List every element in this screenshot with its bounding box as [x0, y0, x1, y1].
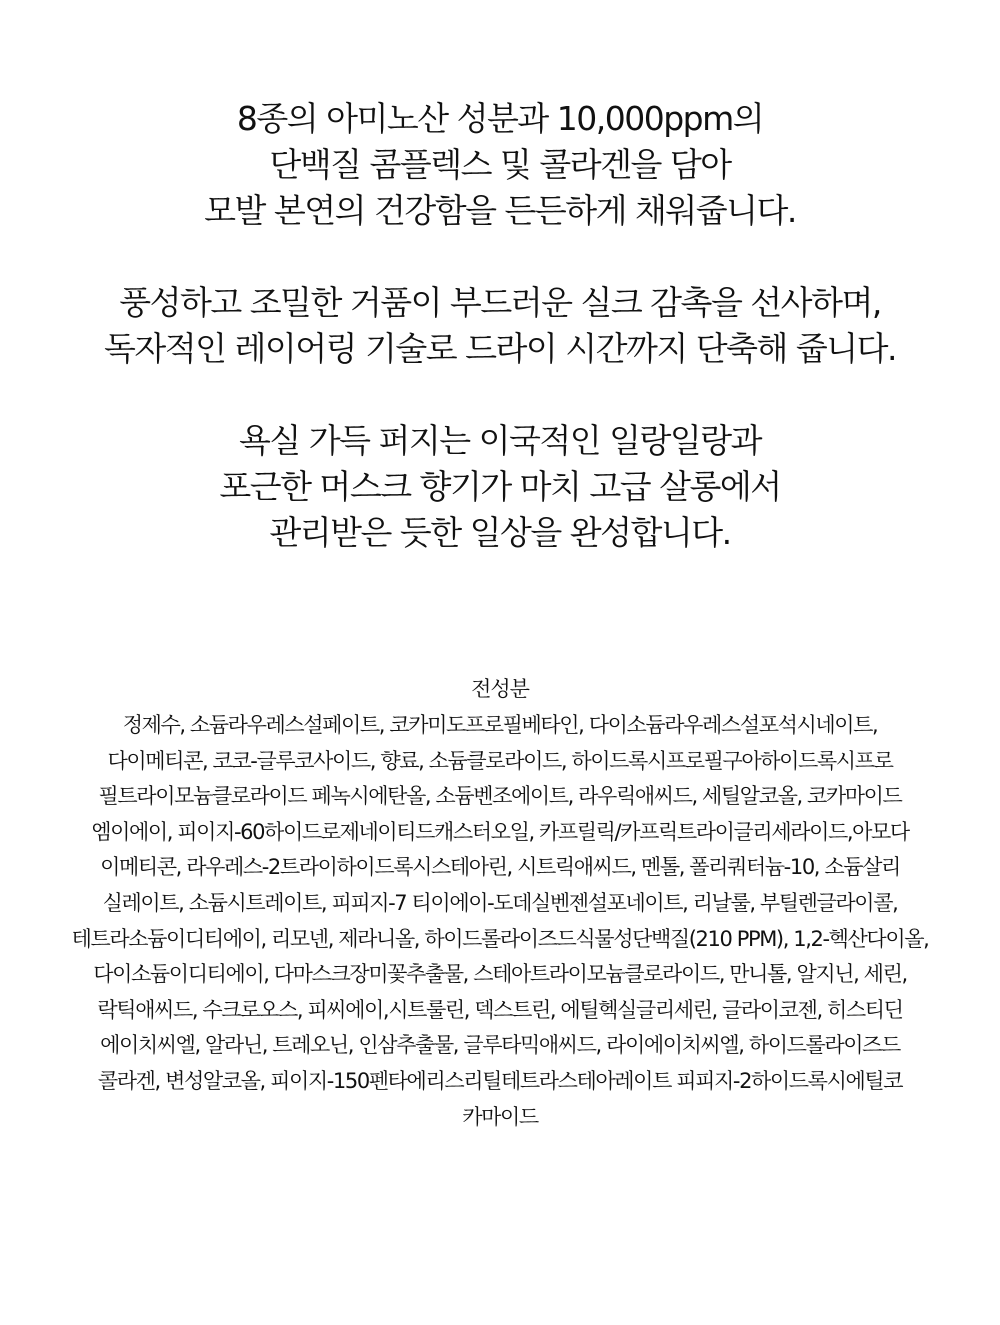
description-line: 모발 본연의 건강함을 든든하게 채워줍니다. [204, 191, 796, 230]
description-line: 욕실 가득 퍼지는 이국적인 일랑일랑과 [238, 421, 761, 460]
ingredients-line: 테트라소듐이디티에이, 리모넨, 제라니올, 하이드롤라이즈드식물성단백질(210 PPM), 1,2-헥산다이올, [71, 926, 929, 951]
description-line: 포근한 머스크 향기가 마치 고급 살롱에서 [219, 467, 781, 506]
ingredients-line: 다이소듐이디티에이, 다마스크장미꽃추출물, 스테아트라이모늄클로라이드, 만니톨, 알지닌, 세린, [93, 962, 907, 987]
description-paragraph-3 [0, 418, 1000, 556]
ingredients-line: 실레이트, 소듐시트레이트, 피피지-7 티이에이-도데실벤젠설포네이트, 리날룰, 부틸렌글라이콜, [102, 890, 898, 915]
description-line: 단백질 콤플렉스 및 콜라겐을 담아 [269, 145, 731, 184]
description-line: 독자적인 레이어링 기술로 드라이 시간까지 단축해 줍니다. [104, 329, 896, 368]
description-line: 관리받은 듯한 일상을 완성합니다. [269, 513, 731, 552]
description-line: 풍성하고 조밀한 거품이 부드러운 실크 감촉을 선사하며, [119, 283, 881, 322]
ingredients-section [0, 673, 1000, 1135]
ingredients-line: 필트라이모늄클로라이드 페녹시에탄올, 소듐벤조에이트, 라우릭애씨드, 세틸알코올, 코카마이드 [98, 784, 902, 809]
ingredients-line: 이메티콘, 라우레스-2트라이하이드록시스테아린, 시트릭애씨드, 멘톨, 폴리쿼터늄-10, 소듐살리 [100, 855, 900, 880]
ingredients-line: 카마이드 [462, 1104, 538, 1129]
ingredients-list [0, 708, 1000, 1135]
ingredients-line: 정제수, 소듐라우레스설페이트, 코카미도프로필베타인, 다이소듐라우레스설포석시네이트, [122, 713, 878, 737]
product-description [0, 96, 1000, 602]
ingredients-line: 콜라겐, 변성알코올, 피이지-150펜타에리스리틸테트라스테아레이트 피피지-2하이드록시에틸코 [97, 1068, 903, 1093]
ingredients-title: 전성분 [471, 677, 529, 701]
ingredients-line: 엠이에이, 피이지-60하이드로제네이티드캐스터오일, 카프릴릭/카프릭트라이글리세라이드,아모다 [91, 819, 909, 844]
description-line: 8종의 아미노산 성분과 10,000ppm의 [236, 99, 764, 138]
description-paragraph-1 [0, 96, 1000, 234]
ingredients-line: 에이치씨엘, 알라닌, 트레오닌, 인삼추출물, 글루타믹애씨드, 라이에이치씨엘, 하이드롤라이즈드 [100, 1033, 900, 1058]
ingredients-line: 다이메티콘, 코코-글루코사이드, 향료, 소듐클로라이드, 하이드록시프로필구아하이드록시프로 [107, 748, 893, 773]
ingredients-line: 락틱애씨드, 수크로오스, 피씨에이,시트룰린, 덱스트린, 에틸헥실글리세린, 글라이코젠, 히스티딘 [97, 997, 903, 1022]
description-paragraph-2 [0, 280, 1000, 372]
